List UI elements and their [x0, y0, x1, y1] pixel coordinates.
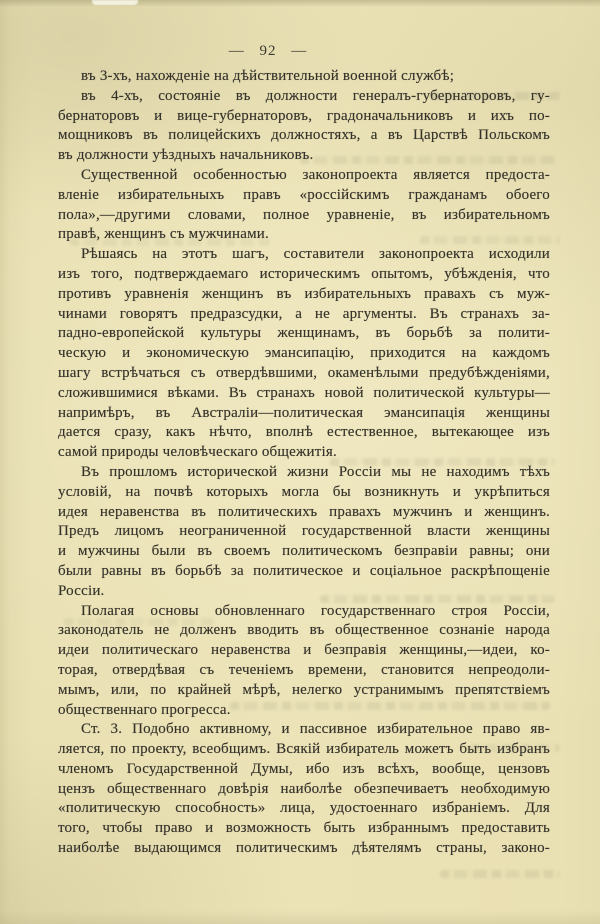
text-line: Въ прошломъ исторической жизни Россіи мы не находимъ тѣхъ [81, 463, 550, 480]
text-line: изъ того, подтверждаемаго историческимъ опытомъ, убѣжденія, что [58, 265, 550, 282]
text-line: Россіи. [58, 582, 105, 599]
text-line: Существенной особенностью законопроекта является предоста- [81, 166, 550, 183]
text-line: ляется, по проекту, всеобщимъ. Всякій избиратель можетъ быть избранъ [58, 741, 550, 758]
text-line: напримѣръ, въ Австраліи—политическая эмансипація женщины [58, 404, 550, 421]
text-line: наиболѣе выдающимся политическимъ дѣятелямъ страны, законо- [58, 840, 550, 857]
text-line: правѣ, женщинъ съ мужчинами. [58, 226, 269, 243]
paragraph [58, 67, 550, 87]
paragraph [58, 166, 550, 245]
text-line: въ должности уѣздныхъ начальниковъ. [58, 147, 314, 164]
text-line: мымъ, или, по крайней мѣрѣ, нелегко устранимымъ препятствіемъ [58, 681, 550, 698]
text-line: были равны въ борьбѣ за политическое и соціальное раскрѣпощеніе [58, 562, 550, 579]
text-line: дается сразу, какъ нѣчто, вполнѣ естественное, вытекающее изъ [58, 424, 550, 441]
text-line: законодатель не долженъ вводить въ общественное сознаніе народа [58, 622, 550, 639]
text-line: членомъ Государственной Думы, ибо изъ всѣхъ, вообще, цензовъ [58, 760, 550, 777]
text-line: и мужчины были въ своемъ политическомъ безправіи равны; они [58, 543, 550, 560]
text-line: того, чтобы право и возможность быть избраннымъ предоставить [58, 820, 550, 837]
text-line: торая, отвердѣвая съ теченіемъ времени, становится непреодоли- [58, 661, 550, 678]
text-line: Ст. 3. Подобно активному, и пассивное избирательное право яв- [81, 721, 550, 738]
scan-artifact [92, 0, 138, 5]
paragraph [58, 463, 550, 602]
paragraph [58, 602, 550, 721]
text-line: въ 3-хъ, нахожденіе на дѣйствительной военной службѣ; [81, 68, 455, 84]
text-line: вленіе избирательныхъ правъ «россійскимъ гражданамъ обоего [58, 186, 550, 203]
text-line: въ 4-хъ, состояніе въ должности генералъ-губернаторовъ, гу- [81, 87, 550, 104]
text-line: условій, на почвѣ которыхъ могла бы возникнуть и укрѣпиться [58, 483, 550, 500]
paragraph [58, 720, 550, 859]
text-line: сложившимися вѣками. Въ странахъ новой политической культуры— [58, 384, 550, 401]
text-line: цензъ общественнаго довѣрія наиболѣе обезпечиваетъ необходимую [58, 780, 550, 797]
text-line: пола»,—другими словами, полное уравненіе, въ избирательномъ [58, 206, 550, 223]
text-line: общественнаго прогресса. [58, 701, 231, 718]
text-line: Полагая основы обновленнаго государственнаго строя Россіи, [81, 602, 550, 619]
text-line: шагу встрѣчаться съ отвердѣвшими, окаменѣлыми предубѣжденіями, [58, 364, 550, 381]
page-number: — 92 — [228, 43, 308, 59]
text-line: Предъ лицомъ неограниченной государственной власти женщины [58, 523, 550, 540]
paragraph [58, 245, 550, 463]
text-line: падно-европейской культуры женщинамъ, въ борьбѣ за полити- [58, 325, 550, 342]
text-line: чинами говорятъ предразсудки, а не аргументы. Въ странахъ за- [58, 305, 550, 322]
text-line: «политическую способность» лица, удостоеннаго избраніемъ. Для [58, 800, 550, 817]
text-line: ческую и экономическую эмансипацію, приходится на каждомъ [58, 345, 550, 362]
page-header [0, 43, 536, 60]
text-line: идеи политическаго неравенства и безправія женщины,—идеи, ко- [58, 642, 550, 659]
paragraph [58, 87, 550, 166]
text-line: мощниковъ въ полицейскихъ должностяхъ, а въ Царствѣ Польскомъ [58, 127, 550, 144]
text-line: Рѣшаясь на этотъ шагъ, составители законопроекта исходили [81, 246, 550, 263]
text-line: бернаторовъ и вице-губернаторовъ, градоначальниковъ и ихъ по- [58, 107, 550, 124]
text-block [58, 67, 550, 859]
text-line: идея неравенства въ политическихъ правахъ мужчинъ и женщинъ. [58, 503, 550, 520]
bleedthrough-mark [440, 870, 560, 878]
text-line: противъ уравненія женщинъ въ избирательныхъ правахъ съ муж- [58, 285, 550, 302]
text-line: самой природы человѣческаго общежитія. [58, 444, 337, 461]
